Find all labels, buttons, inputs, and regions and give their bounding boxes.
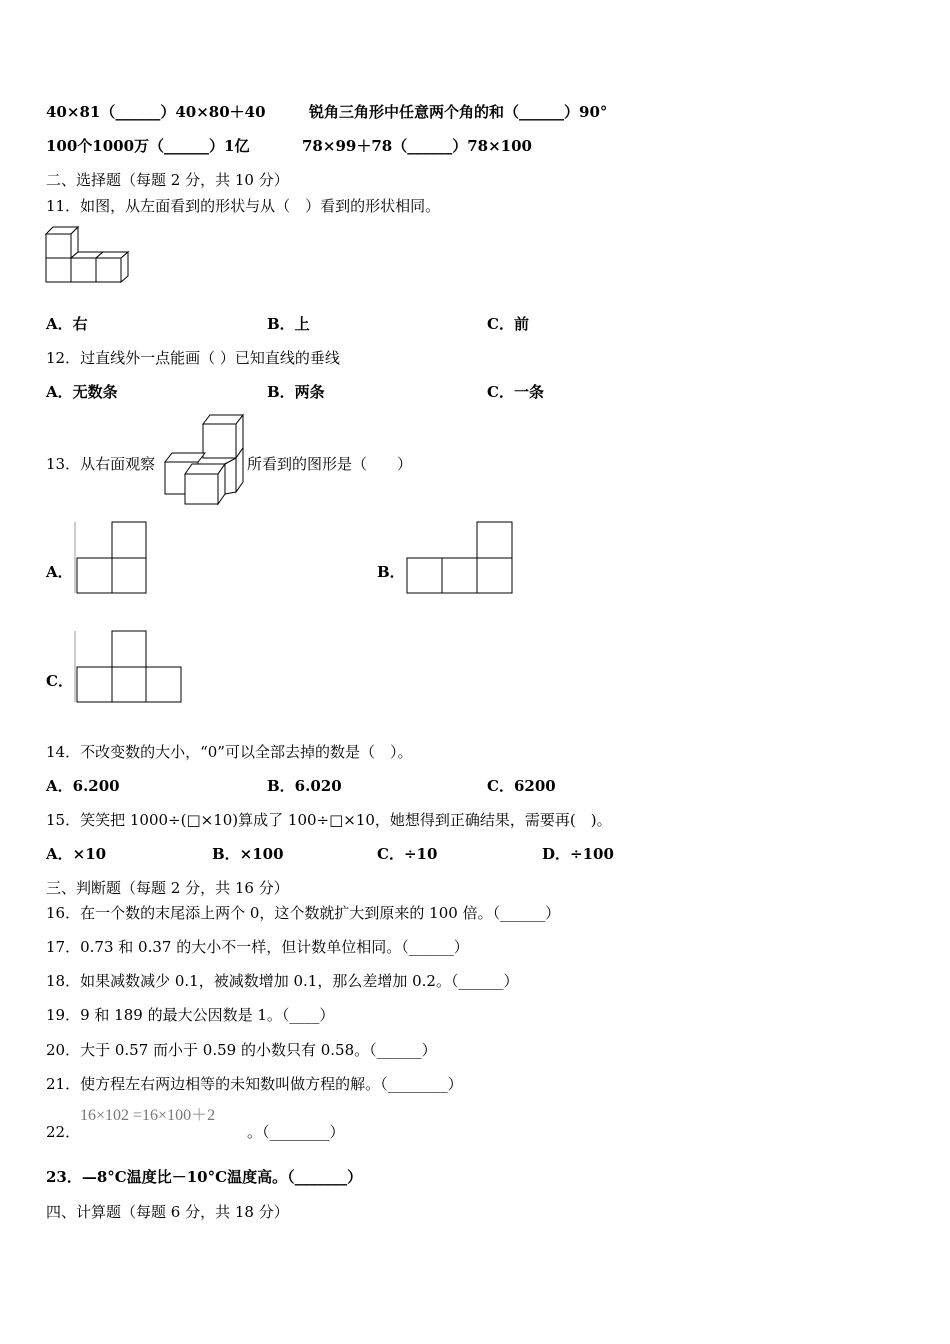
question-21: 21．使方程左右两边相等的未知数叫做方程的解。（________） [46, 1075, 463, 1093]
question-18: 18．如果减数减少 0.1，被减数增加 0.1，那么差增加 0.2。（______） [46, 972, 519, 990]
q12-option-b[interactable]: B．两条 [267, 383, 325, 401]
q13-option-c[interactable]: C． [46, 672, 73, 690]
compare-1b: 锐角三角形中任意两个角的和（______）90° [309, 103, 608, 121]
question-20: 20．大于 0.57 而小于 0.59 的小数只有 0.58。（______） [46, 1041, 437, 1059]
q12-option-a[interactable]: A．无数条 [46, 383, 118, 401]
q13-option-b[interactable]: B． [377, 563, 405, 581]
q13-option-b-figure[interactable] [405, 521, 515, 595]
question-22-number: 22． [46, 1123, 81, 1141]
compare-1a: 40×81（______）40×80＋40 [46, 103, 266, 121]
q11-option-c[interactable]: C．前 [487, 315, 529, 333]
q11-option-b[interactable]: B．上 [267, 315, 310, 333]
question-15-stem: 15．笑笑把 1000÷(□×10)算成了 100÷□×10，她想得到正确结果，需要再( )。 [46, 811, 612, 829]
q11-cube-figure [44, 224, 136, 284]
q15-option-a[interactable]: A．×10 [46, 845, 107, 863]
q12-option-c[interactable]: C．一条 [487, 383, 544, 401]
question-14-stem: 14．不改变数的大小，“0”可以全部去掉的数是（ ）。 [46, 743, 413, 761]
q14-option-b[interactable]: B．6.020 [267, 777, 342, 795]
q14-option-c[interactable]: C．6200 [487, 777, 556, 795]
section-heading-choice: 二、选择题（每题 2 分，共 10 分） [46, 171, 289, 189]
question-13-stem-pre: 13．从右面观察 [46, 455, 156, 473]
question-16: 16．在一个数的末尾添上两个 0，这个数就扩大到原来的 100 倍。（______） [46, 904, 561, 922]
compare-2b: 78×99＋78（______）78×100 [302, 137, 532, 155]
q14-option-a[interactable]: A．6.200 [46, 777, 120, 795]
q13-option-a[interactable]: A． [46, 563, 73, 581]
compare-2a: 100个1000万（______）1亿 [46, 137, 250, 155]
q13-cube-figure [163, 412, 247, 508]
question-23: 23．—8°C温度比－10°C温度高。（_______） [46, 1168, 363, 1186]
question-11-stem: 11．如图，从左面看到的形状与从（ ）看到的形状相同。 [46, 197, 441, 215]
question-12-stem: 12．过直线外一点能画（ ）已知直线的垂线 [46, 349, 340, 367]
question-22-formula: 16×102 =16×100＋2 [80, 1107, 216, 1124]
question-13-stem-post: 所看到的图形是（ ） [247, 455, 413, 473]
question-17: 17．0.73 和 0.37 的大小不一样，但计数单位相同。（______） [46, 938, 469, 956]
q13-option-c-figure[interactable] [74, 630, 184, 704]
q13-option-a-figure[interactable] [74, 521, 150, 595]
question-22-answer: 。（________） [247, 1123, 345, 1141]
q15-option-b[interactable]: B．×100 [212, 845, 284, 863]
q11-option-a[interactable]: A．右 [46, 315, 88, 333]
question-19: 19．9 和 189 的最大公因数是 1。（____） [46, 1006, 335, 1024]
q15-option-c[interactable]: C．÷10 [377, 845, 438, 863]
section-heading-calc: 四、计算题（每题 6 分，共 18 分） [46, 1203, 289, 1221]
q15-option-d[interactable]: D．÷100 [542, 845, 614, 863]
section-heading-judge: 三、判断题（每题 2 分，共 16 分） [46, 879, 289, 897]
